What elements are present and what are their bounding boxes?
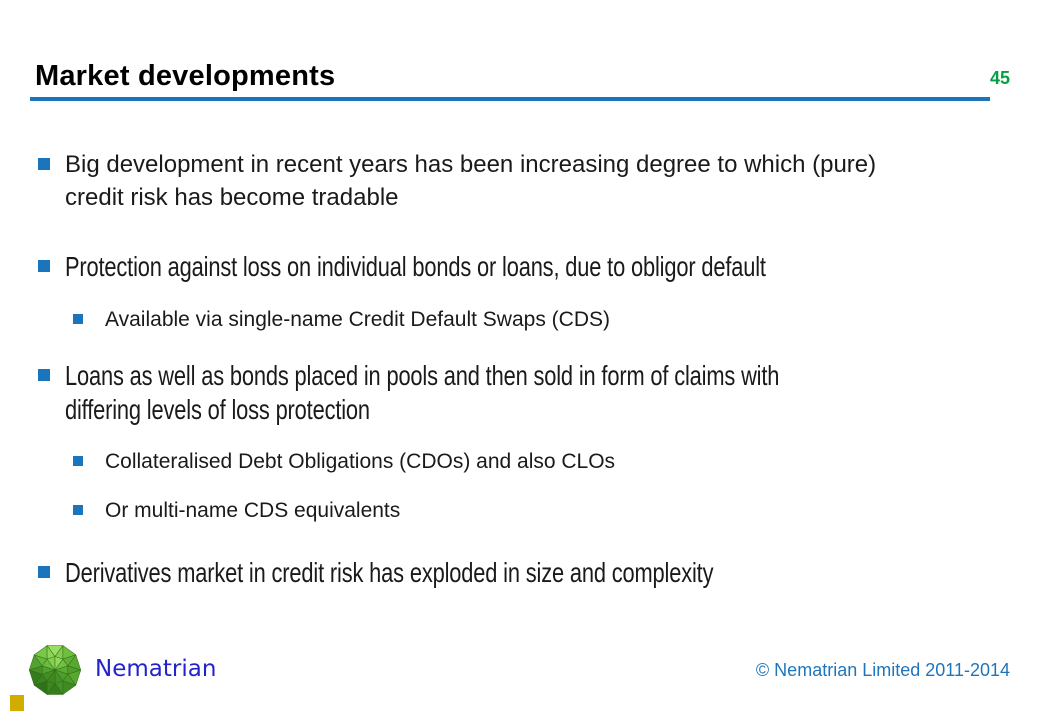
bullet-square-icon xyxy=(73,505,83,515)
nematrian-polyhedron-logo-icon xyxy=(27,641,83,699)
bullet-square-icon xyxy=(38,260,50,272)
bullet-text: Or multi-name CDS equivalents xyxy=(105,499,401,522)
bullet-sub-item xyxy=(73,448,1013,475)
title-underline xyxy=(30,97,990,101)
bullet-text: Available via single-name Credit Default Swaps (CDS) xyxy=(105,308,610,331)
bullet-text: Big development in recent years has been increasing degree to which (pure) credit risk has become tradable xyxy=(65,151,877,211)
bullet-item xyxy=(38,359,1018,427)
copyright-notice: © Nematrian Limited 2011-2014 xyxy=(755,660,1010,680)
page-title: Market developments xyxy=(35,60,336,92)
bullet-square-icon xyxy=(73,456,83,466)
bullet-text: Loans as well as bonds placed in pools and then sold in form of claims with differing levels of loss protection xyxy=(65,360,780,425)
bullet-item xyxy=(38,250,1018,284)
bullet-item xyxy=(38,556,1018,590)
slide-page-number: 45 xyxy=(989,68,1010,88)
bullet-sub-item xyxy=(73,306,1013,333)
bullet-square-icon xyxy=(38,158,50,170)
brand-name: Nematrian xyxy=(95,656,217,682)
corner-accent-square xyxy=(10,695,24,711)
bullet-text: Derivatives market in credit risk has exploded in size and complexity xyxy=(65,557,714,588)
bullet-sub-item xyxy=(73,497,1013,524)
bullet-square-icon xyxy=(38,369,50,381)
bullet-square-icon xyxy=(73,314,83,324)
bullet-square-icon xyxy=(38,566,50,578)
bullet-text: Collateralised Debt Obligations (CDOs) and also CLOs xyxy=(105,450,616,473)
bullet-text: Protection against loss on individual bonds or loans, due to obligor default xyxy=(65,251,766,282)
bullet-item xyxy=(38,148,1018,214)
